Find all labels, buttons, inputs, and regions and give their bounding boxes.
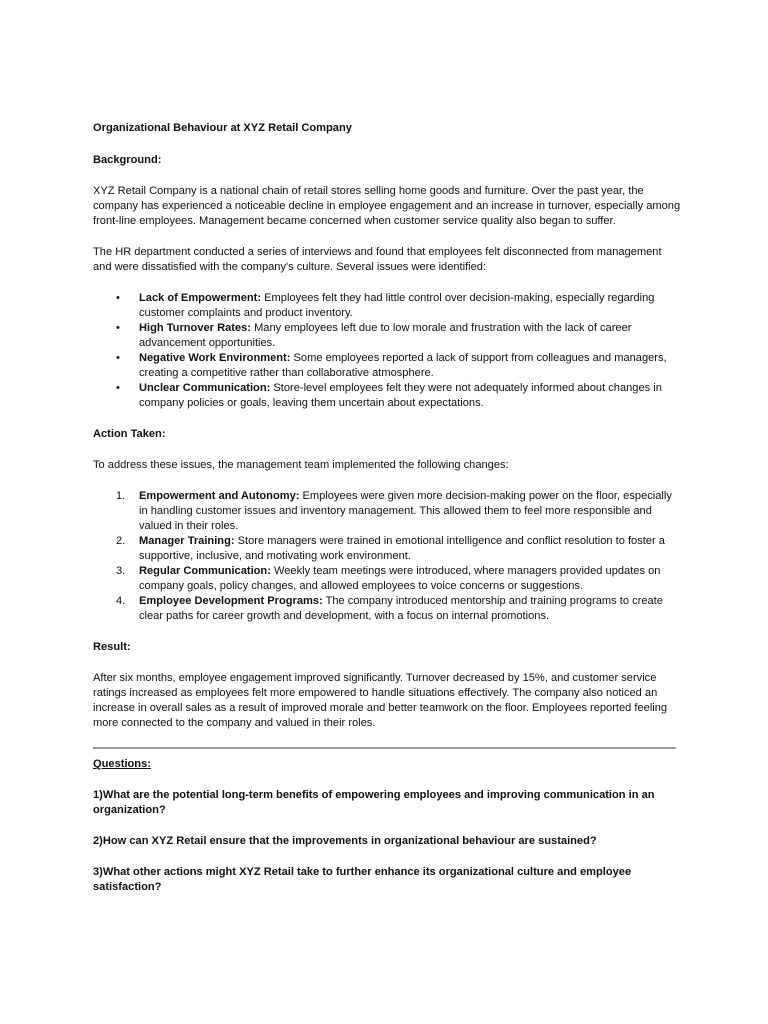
action-term: Regular Communication: — [139, 565, 271, 577]
issues-list — [93, 291, 683, 411]
list-item — [116, 381, 683, 411]
issue-text: Store-level employees felt they were not adequately informed about changes in company policies or goals, leaving them uncertain about expectations. — [139, 382, 662, 409]
list-item — [116, 351, 683, 381]
list-item — [116, 564, 683, 594]
issue-term: Unclear Communication: — [139, 382, 271, 394]
bullet-icon: • — [116, 352, 120, 364]
list-item — [116, 321, 683, 351]
action-text: The company introduced mentorship and training programs to create clear paths for career growth and development, with a focus on internal promotions. — [139, 595, 663, 622]
issue-term: Lack of Empowerment: — [139, 292, 262, 304]
questions-heading: Questions: — [93, 758, 151, 770]
action-text: Employees were given more decision-making power on the floor, especially in handling customer issues and inventory management. This allowed them to feel more responsible and valued in their roles. — [139, 490, 672, 532]
bullet-icon: • — [116, 382, 120, 394]
list-item — [116, 594, 683, 624]
list-number: 4. — [116, 595, 126, 607]
action-intro: To address these issues, the management team implemented the following changes: — [93, 459, 509, 471]
action-heading: Action Taken: — [93, 428, 166, 440]
bullet-icon: • — [116, 292, 120, 304]
issue-term: Negative Work Environment: — [139, 352, 291, 364]
list-number: 2. — [116, 535, 126, 547]
issue-text: Many employees left due to low morale and frustration with the lack of career advancement opportunities. — [139, 322, 632, 349]
issue-text: Some employees reported a lack of support from colleagues and managers, creating a competitive rather than collaborative atmosphere. — [139, 352, 667, 379]
action-text: Store managers were trained in emotional intelligence and conflict resolution to foster a supportive, inclusive, and motivating work environment. — [139, 535, 665, 562]
document-title: Organizational Behaviour at XYZ Retail Company — [93, 122, 352, 134]
question-2: 2)How can XYZ Retail ensure that the improvements in organizational behaviour are sustained? — [93, 835, 597, 847]
issue-text: Employees felt they had little control over decision-making, especially regarding customer complaints and product inventory. — [139, 292, 655, 319]
list-item — [116, 489, 683, 534]
section-divider — [93, 747, 676, 749]
list-number: 3. — [116, 565, 126, 577]
action-text: Weekly team meetings were introduced, where managers provided updates on company goals, policy changes, and allowed employees to voice concerns or suggestions. — [139, 565, 661, 592]
result-heading: Result: — [93, 641, 131, 653]
issue-term: High Turnover Rates: — [139, 322, 251, 334]
list-item — [116, 534, 683, 564]
action-term: Employee Development Programs: — [139, 595, 323, 607]
background-heading: Background: — [93, 154, 162, 166]
actions-list — [93, 489, 683, 624]
bullet-icon: • — [116, 322, 120, 334]
background-paragraph-2: The HR department conducted a series of interviews and found that employees felt disconnected from management and were dissatisfied with the company's culture. Several issues were identified: — [93, 246, 662, 273]
question-3: 3)What other actions might XYZ Retail take to further enhance its organizational culture and employee satisfaction? — [93, 866, 632, 893]
background-paragraph-1: XYZ Retail Company is a national chain of retail stores selling home goods and furniture. Over the past year, the company has experienced a noticeable decline in employee engagement and an increase in turnover, especially among front-line employees. Management became concerned when customer service quality also began to suffer. — [93, 185, 681, 227]
action-term: Manager Training: — [139, 535, 235, 547]
question-1: 1)What are the potential long-term benefits of empowering employees and improving communication in an organization? — [93, 789, 655, 816]
action-term: Empowerment and Autonomy: — [139, 490, 300, 502]
document-page — [93, 121, 683, 911]
result-paragraph: After six months, employee engagement improved significantly. Turnover decreased by 15%, and customer service ratings increased as employees felt more empowered to handle situations effectively. The company also noticed an increase in overall sales as a result of improved morale and better teamwork on the floor. Employees reported feeling more connected to the company and valued in their roles. — [93, 672, 668, 729]
list-number: 1. — [116, 490, 126, 502]
list-item — [116, 291, 683, 321]
